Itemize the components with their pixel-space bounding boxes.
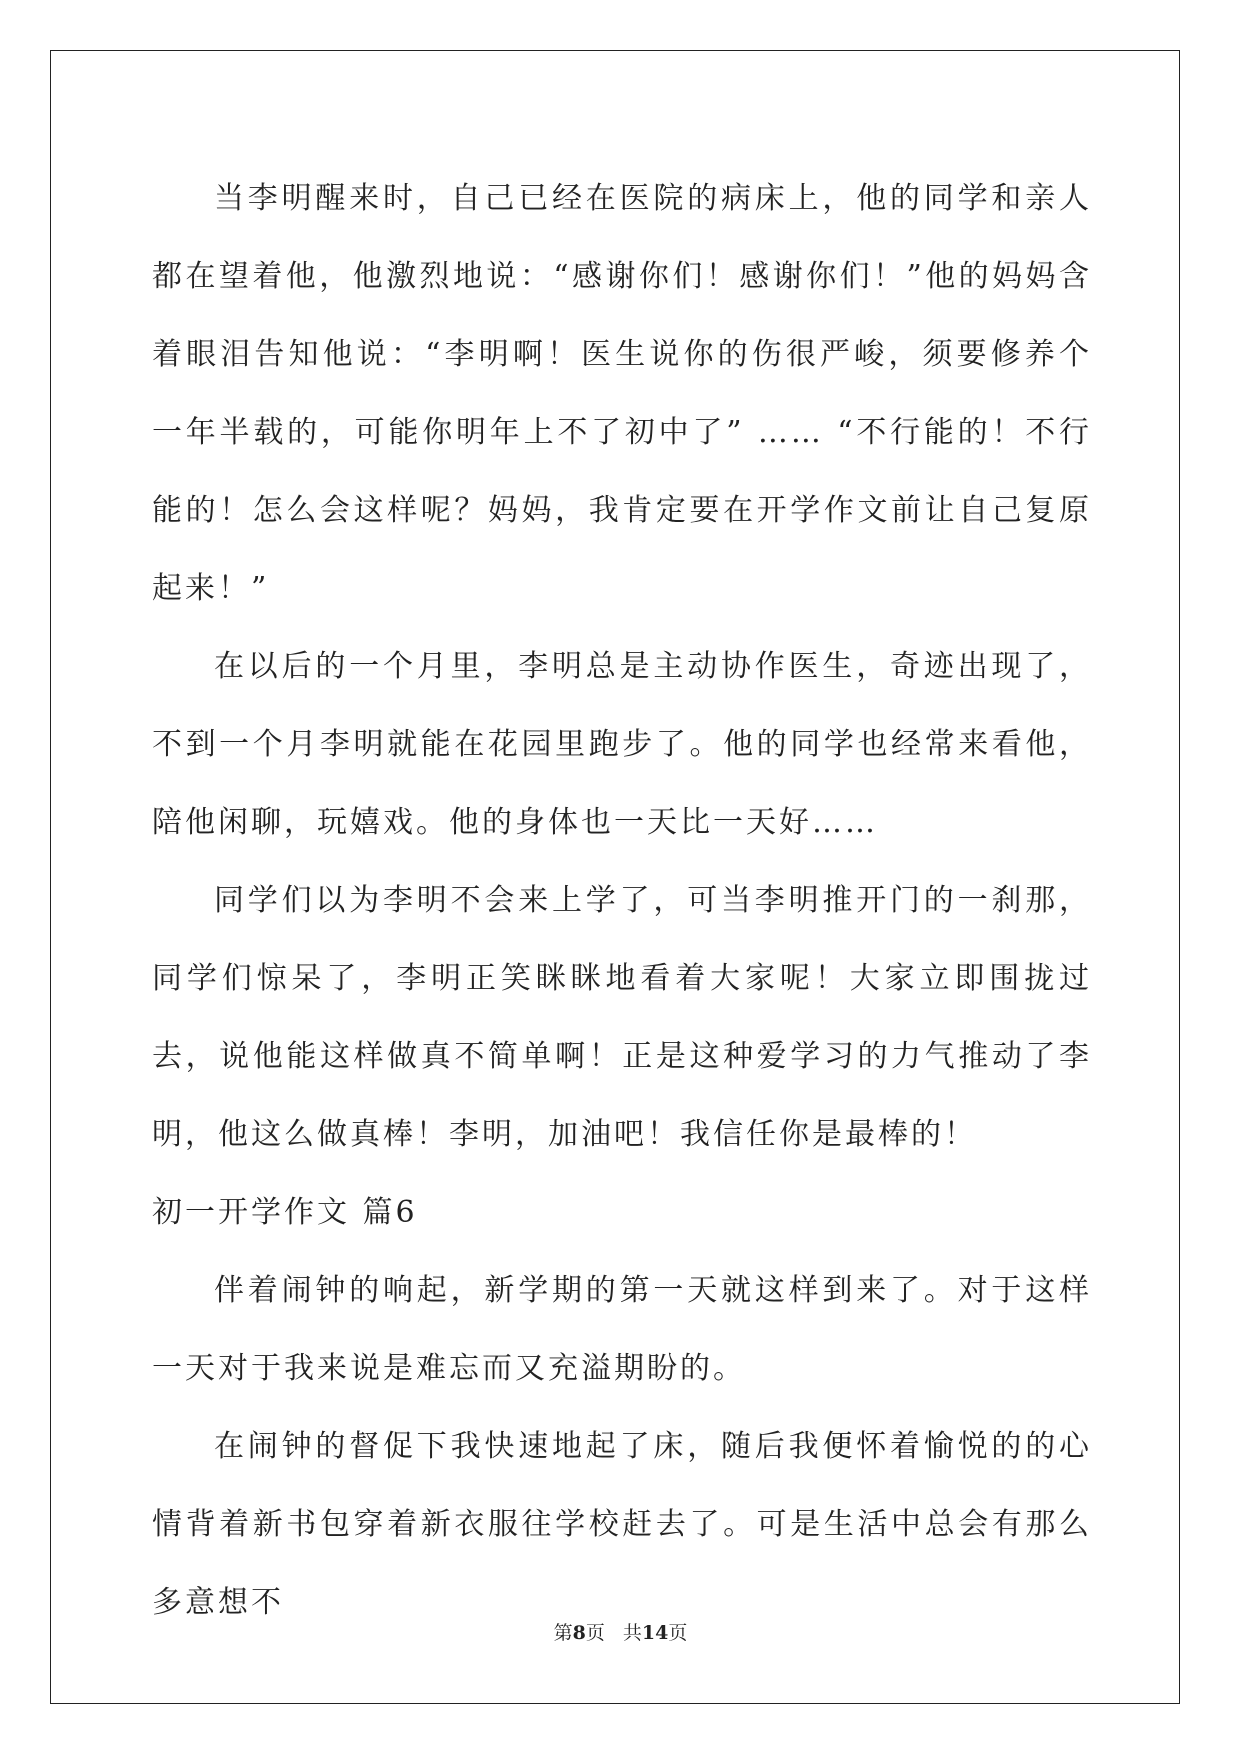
paragraph: 伴着闹钟的响起，新学期的第一天就这样到来了。对于这样一天对于我来说是难忘而又充溢期盼的。 [152,1273,1092,1386]
footer-total-suffix: 页 [668,1622,688,1644]
page-footer [0,1618,1241,1645]
document-body [152,160,1092,1642]
footer-page-suffix: 页 [585,1622,605,1644]
paragraph: 当李明醒来时，自己已经在医院的病床上，他的同学和亲人都在望着他，他激烈地说：“感谢你们！感谢你们！”他的妈妈含着眼泪告知他说：“李明啊！医生说你的伤很严峻，须要修养个一年半载的，可能你明年上不了初中了” …… “不行能的！不行能的！怎么会这样呢？妈妈，我肯定要在开学作文前让自己复原起来！” [152,181,1092,606]
footer-prefix: 第 [553,1622,573,1644]
total-pages: 14 [641,1622,669,1644]
footer-total-prefix: 共 [622,1622,642,1644]
page-number: 8 [572,1622,586,1644]
paragraph: 在以后的一个月里，李明总是主动协作医生，奇迹出现了，不到一个月李明就能在花园里跑步了。他的同学也经常来看他，陪他闲聊，玩嬉戏。他的身体也一天比一天好…… [152,649,1092,840]
paragraph: 同学们以为李明不会来上学了，可当李明推开门的一刹那，同学们惊呆了，李明正笑眯眯地看着大家呢！大家立即围拢过去，说他能这样做真不简单啊！正是这种爱学习的力气推动了李明，他这么做真棒！李明，加油吧！我信任你是最棒的！ [152,883,1092,1152]
section-heading: 初一开学作文 篇6 [152,1195,418,1230]
paragraph: 在闹钟的督促下我快速地起了床，随后我便怀着愉悦的的心情背着新书包穿着新衣服往学校赶去了。可是生活中总会有那么多意想不 [152,1429,1092,1620]
